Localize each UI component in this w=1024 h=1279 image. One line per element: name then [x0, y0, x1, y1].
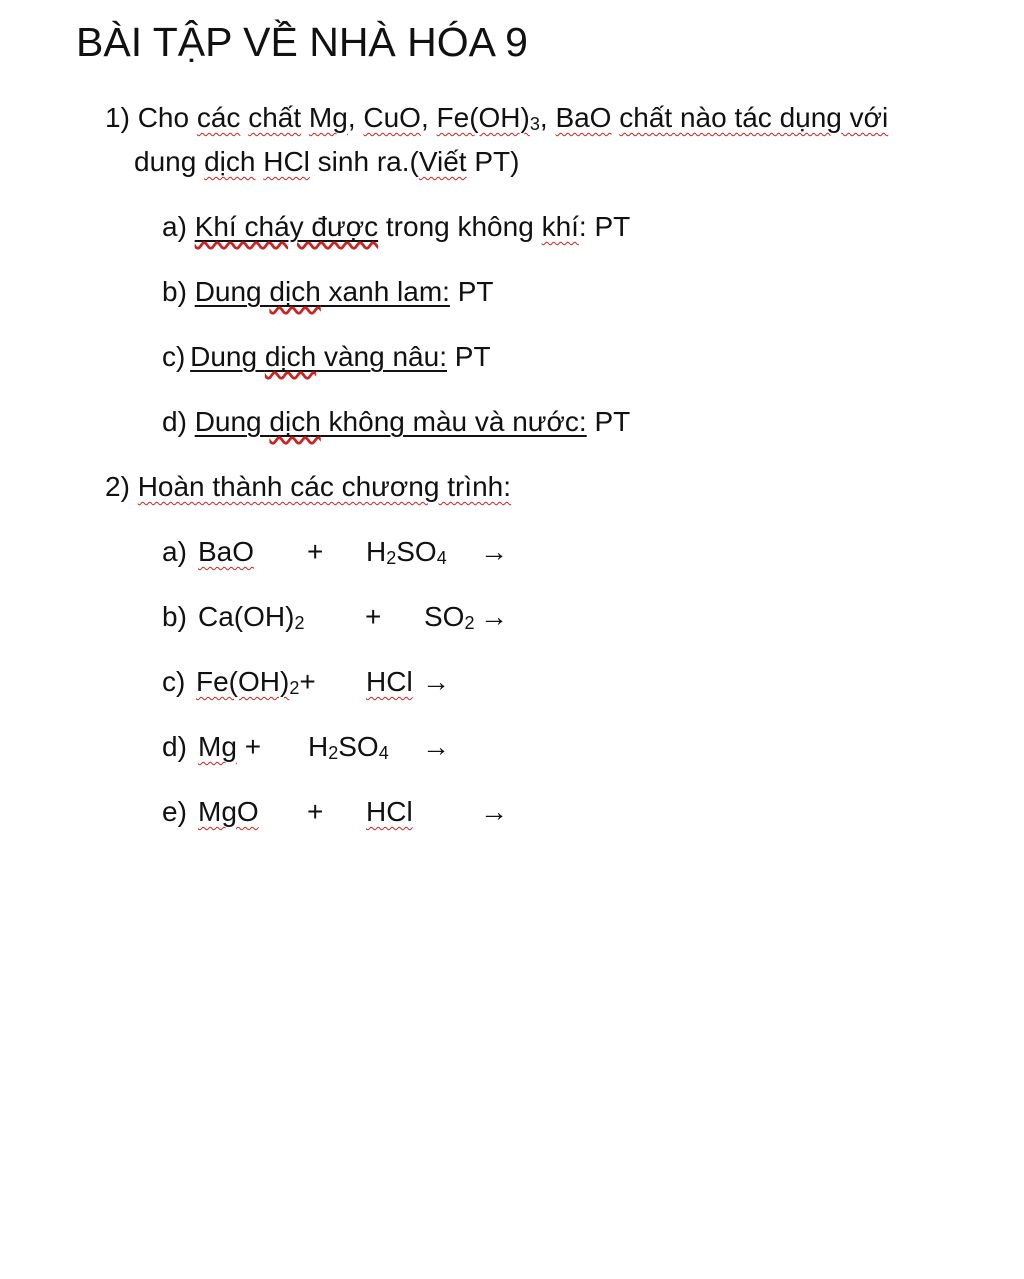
text: Dung [194, 276, 270, 307]
item-label: a) [162, 536, 187, 567]
question-number: 1) [105, 102, 130, 133]
reaction-row [162, 599, 562, 635]
spellcheck-word: BaO [555, 102, 612, 133]
text: Dung [190, 341, 265, 372]
decorative-clipart-icon [40, 0, 130, 8]
underlined-phrase [195, 211, 378, 242]
subscript: 2 [464, 613, 475, 633]
spellcheck-word: Mg [308, 102, 348, 133]
text: PT) [466, 146, 520, 177]
subscript: 2 [294, 613, 305, 633]
plus-sign: + [307, 796, 324, 827]
spellcheck-word: các [196, 102, 241, 133]
element: SO [396, 536, 437, 567]
text: không màu và nước: [320, 406, 587, 437]
question-2-heading [105, 469, 511, 505]
text: , [539, 102, 556, 133]
subscript: 2 [289, 678, 300, 698]
reaction-arrow-icon: → [422, 666, 450, 697]
element: Ca(OH) [198, 601, 295, 632]
question-number: 2) [105, 471, 130, 502]
question-1-item-d [162, 404, 630, 440]
spellcheck-word: CuO [363, 102, 421, 133]
item-label: a) [162, 211, 187, 242]
underlined-phrase [190, 341, 447, 372]
spellcheck-word: dịch [264, 341, 317, 372]
underlined-phrase [195, 406, 587, 437]
text: PT [586, 406, 631, 437]
formula-base: Fe(OH) [436, 102, 530, 133]
plus-sign: + [365, 601, 382, 632]
reaction-row [162, 664, 562, 700]
question-1-item-b [162, 274, 494, 310]
plus-sign: + [244, 731, 262, 762]
item-label: b) [162, 276, 187, 307]
reactant-formula [424, 599, 474, 635]
reaction-arrow-icon: → [422, 731, 450, 762]
reactant: HCl [366, 666, 413, 697]
subscript: 3 [529, 114, 540, 134]
reaction-arrow-icon: → [480, 536, 508, 567]
text: , [347, 102, 364, 133]
reactant: BaO [198, 536, 255, 567]
element: Fe(OH) [196, 666, 290, 697]
item-label: e) [162, 796, 187, 827]
item-label: c) [162, 341, 186, 372]
underlined-phrase [195, 276, 450, 307]
text: PT [449, 276, 494, 307]
item-label: b) [162, 601, 187, 632]
question-1-item-c [162, 339, 491, 375]
question-1-item-a [162, 209, 630, 245]
spellcheck-word: dịch [269, 276, 321, 307]
spellcheck-word: HCl [263, 146, 310, 177]
spellcheck-word: khí [541, 211, 579, 242]
plus-sign: + [299, 666, 316, 697]
reaction-row [162, 729, 562, 765]
text: dung [134, 146, 205, 177]
reaction-arrow-icon: → [480, 601, 508, 632]
reactant-with-plus [198, 729, 261, 765]
spellcheck-word: dịch [269, 406, 321, 437]
spellcheck-word: chất nào tác dụng với [619, 102, 889, 133]
subscript: 4 [378, 743, 389, 763]
text: sinh ra.( [309, 146, 419, 177]
question-1-line-2 [134, 144, 519, 180]
text: vàng nâu: [316, 341, 447, 372]
subscript: 2 [328, 743, 339, 763]
reactant: Mg [198, 731, 237, 762]
reactant-formula [198, 599, 304, 635]
element: SO [424, 601, 465, 632]
reaction-row [162, 534, 562, 570]
reaction-arrow-icon: → [480, 796, 508, 827]
spellcheck-word: dịch [204, 146, 256, 177]
spellcheck-word: Khí cháy được [194, 211, 379, 242]
element: SO [338, 731, 379, 762]
text [301, 102, 309, 133]
element: H [366, 536, 387, 567]
spellcheck-word: Hoàn thành các chương trình: [137, 471, 512, 502]
text: Cho [137, 102, 197, 133]
reactant-formula [196, 664, 316, 700]
subscript: 4 [436, 548, 447, 568]
item-label: d) [162, 406, 187, 437]
reactant-formula [308, 729, 389, 765]
text: PT [446, 341, 491, 372]
text: : PT [578, 211, 631, 242]
item-label: c) [162, 666, 186, 697]
subscript: 2 [386, 548, 397, 568]
reaction-row [162, 794, 562, 830]
page-title: BÀI TẬP VỀ NHÀ HÓA 9 [76, 19, 528, 65]
spellcheck-word: Viết [418, 146, 467, 177]
text: , [420, 102, 437, 133]
reactant: HCl [366, 796, 413, 827]
item-label: d) [162, 731, 187, 762]
text: Dung [194, 406, 270, 437]
reactant-formula [366, 534, 447, 570]
question-1-line-1 [105, 100, 888, 136]
reactant: MgO [198, 796, 259, 827]
text: xanh lam: [320, 276, 450, 307]
formula [437, 102, 530, 133]
element: H [308, 731, 329, 762]
text: trong không [378, 211, 542, 242]
plus-sign: + [307, 536, 324, 567]
spellcheck-word: chất [248, 102, 302, 133]
